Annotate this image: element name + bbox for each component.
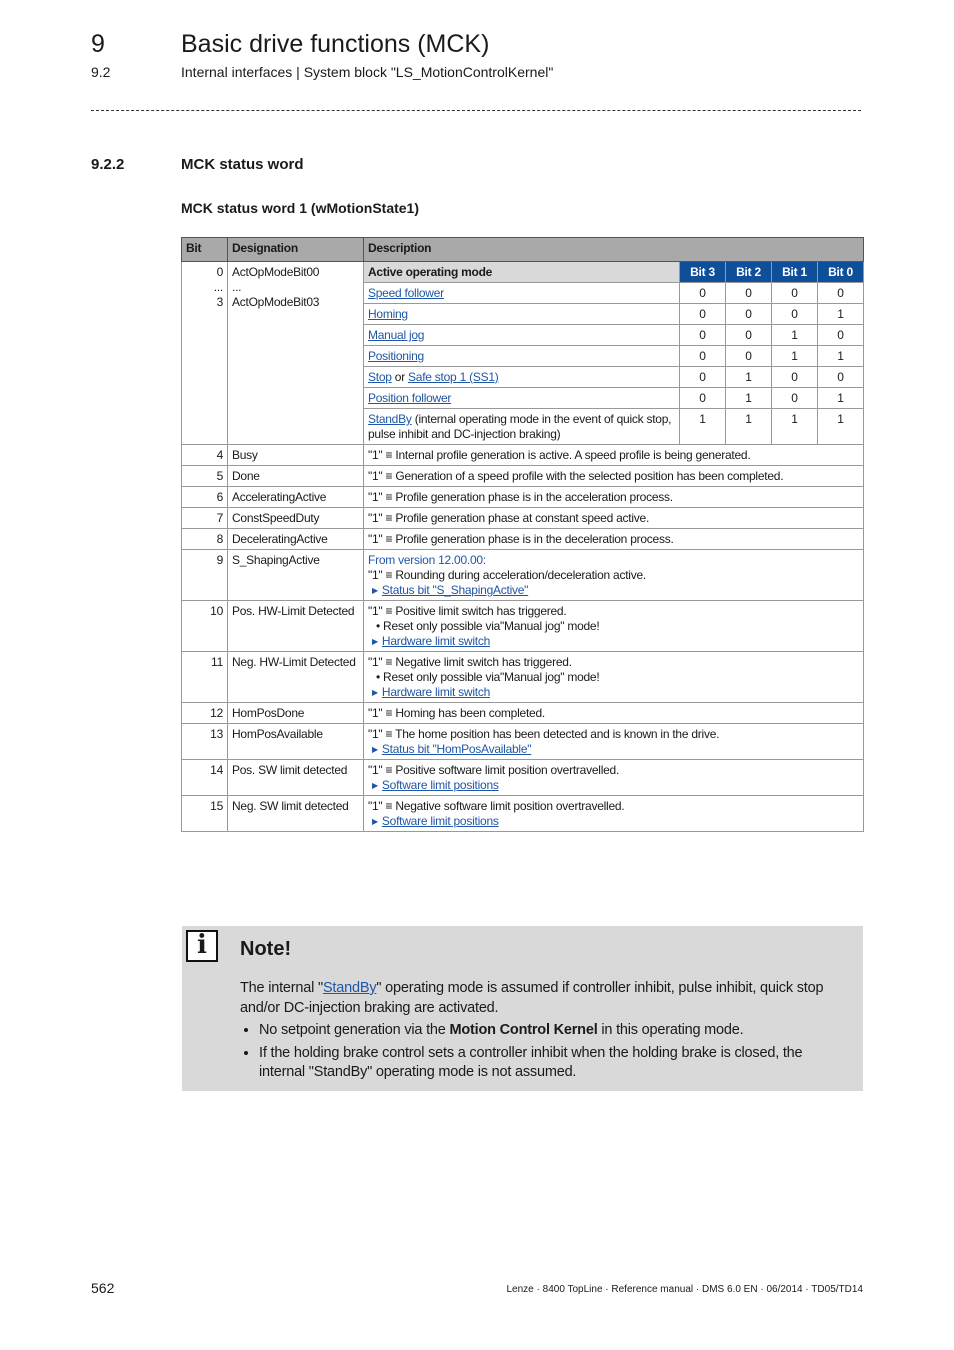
description-text: "1" ≡ Profile generation phase at constant speed active.: [368, 511, 650, 525]
operating-mode-link[interactable]: Position follower: [368, 391, 452, 405]
description-cell: [364, 601, 864, 652]
designation-cell: HomPosAvailable: [228, 724, 364, 760]
description-cell: [364, 445, 864, 466]
operating-mode-link[interactable]: StandBy: [368, 412, 412, 426]
designation-cell: Pos. HW-Limit Detected: [228, 601, 364, 652]
cross-reference: [368, 814, 859, 829]
bit-column-header: Bit 3: [680, 262, 726, 283]
arrow-right-icon: ▶: [372, 781, 378, 790]
bit-number: 15: [182, 796, 228, 832]
bit-value: 1: [680, 409, 726, 445]
designation-cell: HomPosDone: [228, 703, 364, 724]
operating-mode-header: Active operating mode: [364, 262, 680, 283]
cross-reference: [368, 685, 859, 700]
operating-mode-name: [364, 367, 680, 388]
table-header-row: [182, 238, 864, 262]
designation-text: ActOpModeBit00: [232, 265, 320, 279]
footer-text: Lenze · 8400 TopLine · Reference manual · DMS 6.0 EN · 06/2014 · TD05/TD14: [506, 1284, 863, 1295]
bit-value: 1: [818, 388, 864, 409]
table-row: [182, 508, 864, 529]
arrow-right-icon: ▶: [372, 586, 378, 595]
description-text: "1" ≡ Generation of a speed profile with the selected position has been completed.: [368, 469, 784, 483]
bullet-text: Reset only possible via"Manual jog" mode!: [383, 619, 600, 633]
table-row: [182, 550, 864, 601]
standby-link[interactable]: StandBy: [322, 980, 377, 996]
bullet-item: [368, 670, 859, 685]
info-icon: i: [186, 930, 218, 962]
operating-mode-name: [364, 283, 680, 304]
bit-value: 1: [726, 367, 772, 388]
header-divider: [91, 110, 861, 111]
header-designation: Designation: [228, 238, 364, 262]
bullet-item: [368, 619, 859, 634]
bit-number: 6: [182, 487, 228, 508]
designation-cell: AcceleratingActive: [228, 487, 364, 508]
bit-number: 13: [182, 724, 228, 760]
note-heading: Note!: [240, 938, 292, 960]
description-cell: [364, 487, 864, 508]
section-number: 9.2: [91, 64, 111, 80]
note-text: in this operating mode.: [597, 1022, 744, 1038]
arrow-right-icon: ▶: [372, 688, 378, 697]
chapter-number: 9: [91, 30, 105, 58]
bit-value: 0: [680, 304, 726, 325]
bit-number: 4: [182, 445, 228, 466]
arrow-right-icon: ▶: [372, 637, 378, 646]
note-bullet: • If the holding brake control sets a controller inhibit when the holding brake is closed, the internal "StandBy" operating mode is not assumed.: [259, 1044, 850, 1083]
bit-value: 1: [772, 409, 818, 445]
bit-number: 0: [216, 265, 223, 279]
header-description: Description: [364, 238, 864, 262]
bit-value: 1: [726, 388, 772, 409]
bit-value: 0: [818, 325, 864, 346]
table-row: [182, 703, 864, 724]
bit-value: 0: [726, 304, 772, 325]
bit-cell: [182, 262, 228, 445]
bit-value: 0: [818, 283, 864, 304]
table-title: MCK status word 1 (wMotionState1): [181, 200, 420, 216]
designation-cell: S_ShapingActive: [228, 550, 364, 601]
bit-number: 14: [182, 760, 228, 796]
note-paragraph: [240, 979, 850, 1018]
description-cell: [364, 760, 864, 796]
operating-mode-link[interactable]: Manual jog: [368, 328, 425, 342]
designation-cell: Neg. HW-Limit Detected: [228, 652, 364, 703]
table-row: [182, 760, 864, 796]
cross-reference: [368, 634, 859, 649]
description-cell: [364, 508, 864, 529]
description-cell: [364, 529, 864, 550]
designation-cell: Neg. SW limit detected: [228, 796, 364, 832]
chapter-title: Basic drive functions (MCK): [181, 30, 490, 58]
bit-number: 11: [182, 652, 228, 703]
bit-value: 1: [772, 346, 818, 367]
bit-value: 1: [818, 409, 864, 445]
subsection-title: MCK status word: [181, 156, 304, 173]
bit-number: ...: [213, 280, 223, 294]
designation-text: ActOpModeBit03: [232, 295, 320, 309]
operating-mode-name: [364, 304, 680, 325]
cross-reference-link[interactable]: Software limit positions: [381, 814, 499, 828]
bit-number: 3: [216, 295, 223, 309]
designation-text: ...: [232, 280, 242, 294]
designation-cell: Pos. SW limit detected: [228, 760, 364, 796]
table-row: [182, 601, 864, 652]
bit-value: 0: [680, 283, 726, 304]
bullet-text: Reset only possible via"Manual jog" mode!: [383, 670, 600, 684]
cross-reference: [368, 778, 859, 793]
table-row: [182, 796, 864, 832]
version-note: From version 12.00.00:: [368, 553, 486, 567]
bit-value: 1: [818, 304, 864, 325]
designation-cell: DeceleratingActive: [228, 529, 364, 550]
bit-number: 10: [182, 601, 228, 652]
bit-value: 0: [818, 367, 864, 388]
note-text: No setpoint generation via the: [259, 1022, 450, 1038]
table-row: [182, 445, 864, 466]
operating-mode-link[interactable]: Speed follower: [368, 286, 444, 300]
table-row: [182, 652, 864, 703]
bit-value: 0: [772, 283, 818, 304]
bit-value: 0: [772, 304, 818, 325]
designation-cell: ConstSpeedDuty: [228, 508, 364, 529]
bit-value: 0: [772, 388, 818, 409]
table-row: [182, 466, 864, 487]
status-word-table: [181, 237, 864, 832]
cross-reference-link[interactable]: Status bit "HomPosAvailable": [381, 742, 532, 756]
bit-value: 0: [680, 388, 726, 409]
bit-column-header: Bit 0: [818, 262, 864, 283]
description-text: (internal operating mode in the event of quick stop, pulse inhibit and DC-injection braking): [368, 412, 672, 441]
designation-cell: [228, 262, 364, 445]
bit-value: 0: [680, 346, 726, 367]
description-cell: [364, 724, 864, 760]
operating-mode-name: [364, 346, 680, 367]
bit-number: 5: [182, 466, 228, 487]
bit-number: 12: [182, 703, 228, 724]
bit-value: 0: [726, 346, 772, 367]
bit-value: 1: [772, 325, 818, 346]
note-text: " operating mode is assumed if controller inhibit, pulse inhibit, quick stop and/or DC-injection braking are activated.: [240, 980, 824, 1016]
description-text: "1" ≡ Internal profile generation is active. A speed profile is being generated.: [368, 448, 751, 462]
page-number: 562: [91, 1280, 115, 1296]
cross-reference-link[interactable]: Status bit "S_ShapingActive": [381, 583, 529, 597]
cross-reference-link[interactable]: Hardware limit switch: [381, 685, 491, 699]
note-bullet: [259, 1021, 850, 1041]
operating-mode-link[interactable]: Stop: [368, 370, 392, 384]
bit-number: 9: [182, 550, 228, 601]
description-text: "1" ≡ Positive limit switch has triggered.: [368, 604, 567, 618]
section-title: Internal interfaces | System block "LS_MotionControlKernel": [181, 64, 554, 80]
bit-value: 1: [726, 409, 772, 445]
table-row: [182, 262, 864, 283]
operating-mode-name: [364, 409, 680, 445]
bit-value: 0: [726, 325, 772, 346]
cross-reference: [368, 742, 859, 757]
operating-mode-link[interactable]: Positioning: [368, 349, 424, 363]
arrow-right-icon: ▶: [372, 745, 378, 754]
operating-mode-name: [364, 388, 680, 409]
description-text: "1" ≡ Negative software limit position overtravelled.: [368, 799, 625, 813]
operating-mode-link[interactable]: Homing: [368, 307, 408, 321]
description-cell: [364, 466, 864, 487]
description-text: "1" ≡ Homing has been completed.: [368, 706, 545, 720]
header-bit: Bit: [182, 238, 228, 262]
table-row: [182, 487, 864, 508]
table-row: [182, 724, 864, 760]
bit-column-header: Bit 2: [726, 262, 772, 283]
description-text: "1" ≡ Positive software limit position overtravelled.: [368, 763, 620, 777]
description-cell: [364, 550, 864, 601]
description-text: or: [391, 370, 409, 384]
designation-cell: Busy: [228, 445, 364, 466]
description-cell: [364, 703, 864, 724]
description-text: "1" ≡ The home position has been detected and is known in the drive.: [368, 727, 720, 741]
note-text: The internal ": [240, 980, 323, 996]
cross-reference: [368, 583, 859, 598]
bit-value: 0: [726, 283, 772, 304]
table-row: [182, 529, 864, 550]
bullet-icon: •: [376, 670, 384, 684]
cross-reference-link[interactable]: Hardware limit switch: [381, 634, 491, 648]
description-text: "1" ≡ Negative limit switch has triggered.: [368, 655, 572, 669]
operating-mode-name: [364, 325, 680, 346]
note-body: [240, 979, 850, 1086]
bit-number: 7: [182, 508, 228, 529]
bullet-icon: •: [376, 619, 384, 633]
bit-value: 1: [818, 346, 864, 367]
description-cell: [364, 652, 864, 703]
description-text: "1" ≡ Rounding during acceleration/deceleration active.: [368, 568, 646, 582]
arrow-right-icon: ▶: [372, 817, 378, 826]
bit-value: 0: [772, 367, 818, 388]
note-bold-text: Motion Control Kernel: [449, 1022, 598, 1038]
designation-cell: Done: [228, 466, 364, 487]
description-cell: [364, 796, 864, 832]
description-text: "1" ≡ Profile generation phase is in the deceleration process.: [368, 532, 674, 546]
bit-column-header: Bit 1: [772, 262, 818, 283]
note-bullets: [240, 1021, 850, 1083]
bit-number: 8: [182, 529, 228, 550]
description-text: "1" ≡ Profile generation phase is in the acceleration process.: [368, 490, 673, 504]
cross-reference-link[interactable]: Software limit positions: [381, 778, 499, 792]
bit-value: 0: [680, 367, 726, 388]
bit-value: 0: [680, 325, 726, 346]
operating-mode-link[interactable]: Safe stop 1 (SS1): [408, 370, 499, 384]
subsection-number: 9.2.2: [91, 156, 125, 173]
